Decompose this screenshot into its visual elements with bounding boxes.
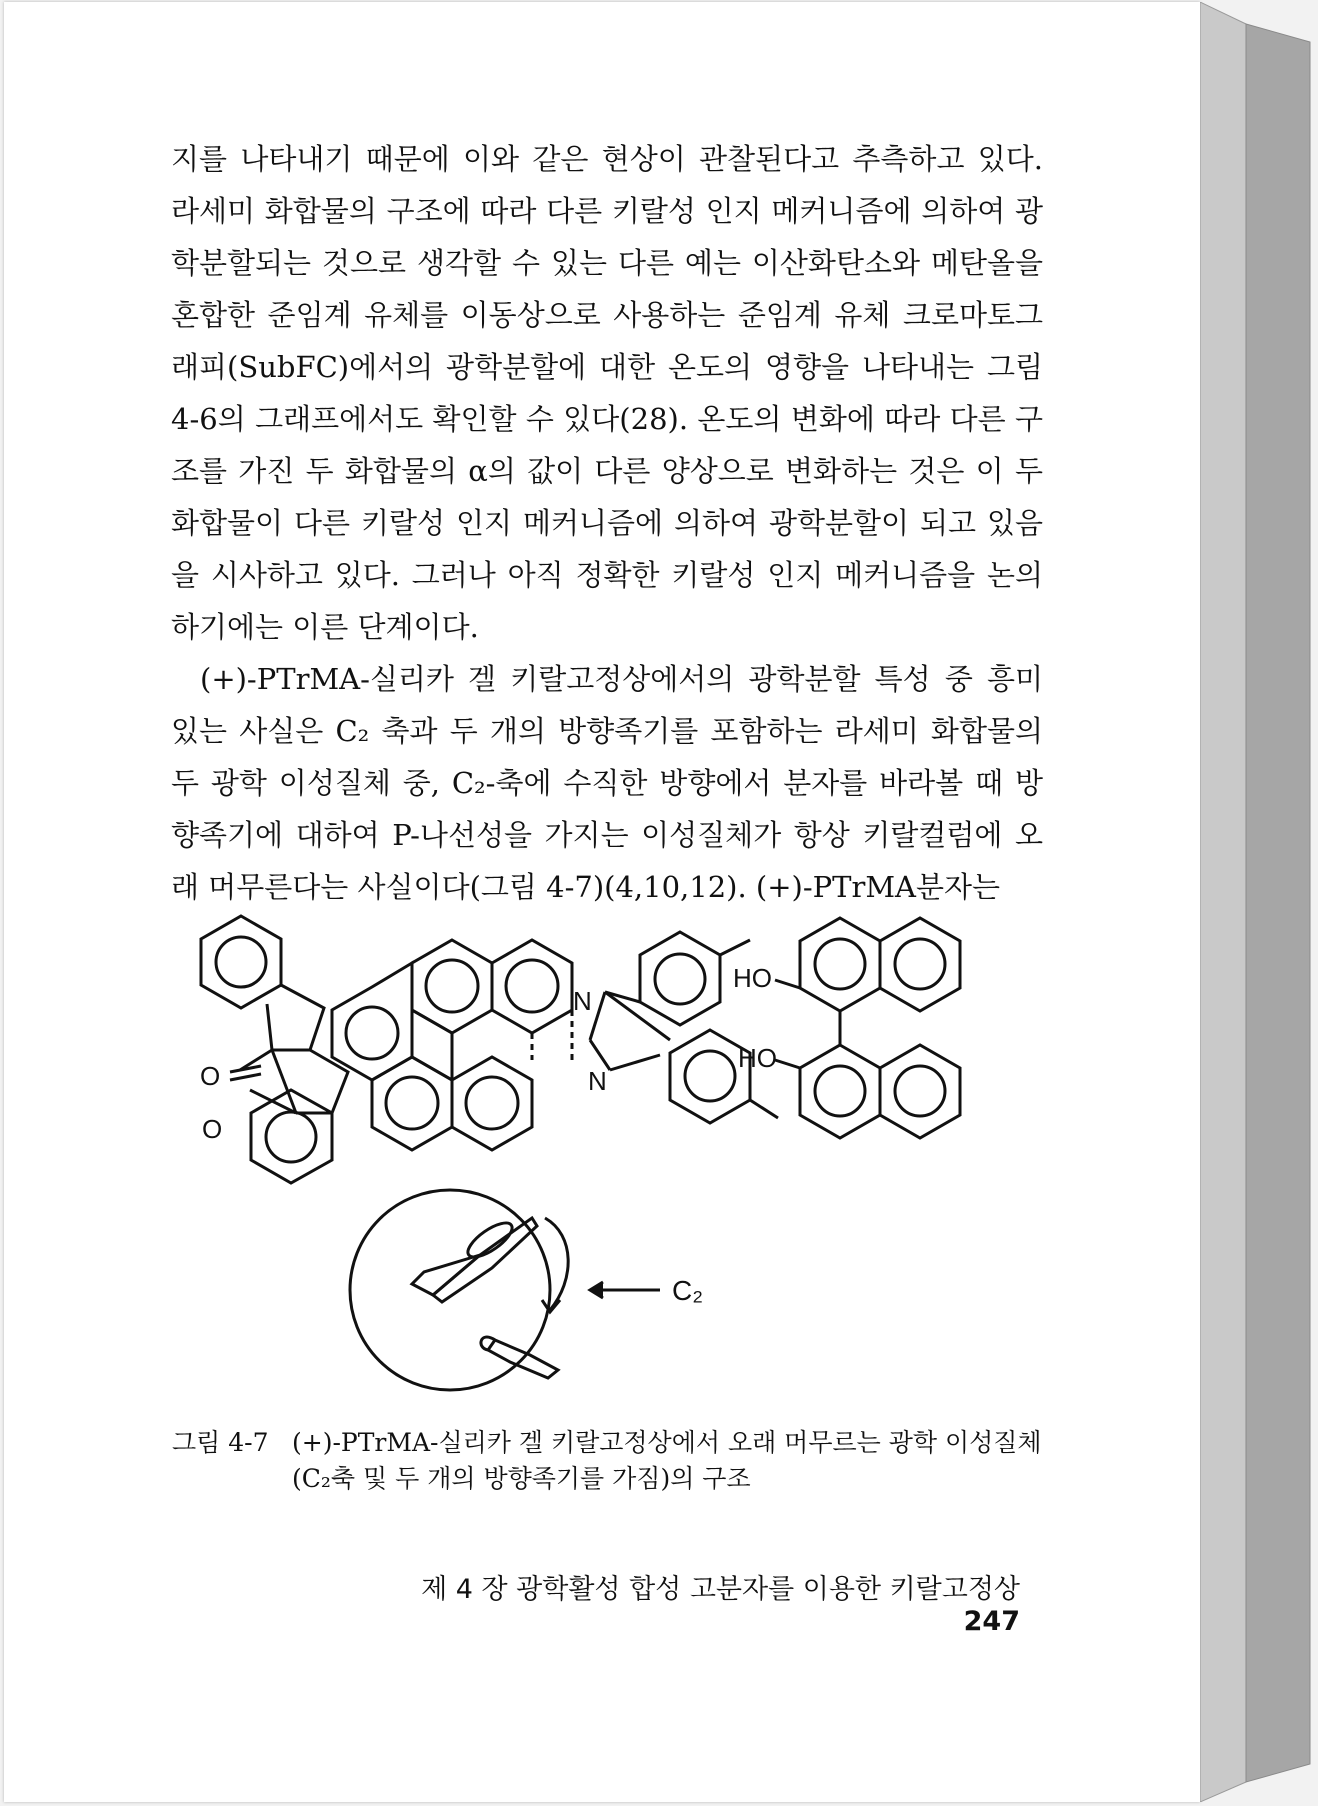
paragraph-2: (+)-PTrMA-실리카 겔 키랄고정상에서의 광학분할 특성 중 흥미 있는 사실은 C₂ 축과 두 개의 방향족기를 포함하는 라세미 화합물의 두 광학 이성질체 중, C₂-축에 수직한 방향에서 분자를 바라볼 때 방향족기에 대하여 P-나선성을 가지는 이성질체가 항상 키랄컬럼에 오래 머무른다는 사실이다(그림 4-7)(4,10,12). (+)-PTrMA분자는 [171, 662, 1043, 904]
trogers-base-structure [590, 932, 778, 1123]
page-number: 247 [963, 1606, 1020, 1637]
spiro-diketone-structure [201, 916, 348, 1183]
caption-label: 그림 4-7 [172, 1428, 269, 1457]
molecular-structures-diagram [150, 900, 1070, 1430]
nitrogen-label-2: N [588, 1066, 607, 1096]
hydroxyl-label-2: HO [738, 1043, 777, 1073]
running-footer [380, 1567, 1020, 1637]
c2-axis-label: C₂ [672, 1275, 704, 1306]
nitrogen-label-1: N [573, 986, 592, 1016]
paragraph-1: 지를 나타내기 때문에 이와 같은 현상이 관찰된다고 추측하고 있다. 라세미 화합물의 구조에 따라 다른 키랄성 인지 메커니즘에 의하여 광학분할되는 것으로 생각할 수 있는 다른 예는 이산화탄소와 메탄올을 혼합한 준임계 유체를 이동상으로 사용하는 준임계 유체 크로마토그래피(SubFC)에서의 광학분할에 대한 온도의 영향을 나타내는 그림 4-6의 그래프에서도 확인할 수 있다(28). 온도의 변화에 따라 다른 구조를 가진 두 화합물의 α의 값이 다른 양상으로 변화하는 것은 이 두 화합물이 다른 키랄성 인지 메커니즘에 의하여 광학분할이 되고 있음을 시사하고 있다. 그러나 아직 정확한 키랄성 인지 메커니즘을 논의하기에는 이른 단계이다. [171, 142, 1043, 644]
figure-4-7 [150, 900, 1070, 1430]
running-title: 제 4 장 광학활성 합성 고분자를 이용한 키랄고정상 [421, 1574, 1020, 1605]
oxygen-label-2: O [202, 1114, 223, 1144]
binol-structure [775, 918, 960, 1138]
helicene-structure [332, 940, 572, 1150]
caption-text: (+)-PTrMA-실리카 겔 키랄고정상에서 오래 머무르는 광학 이성질체 (C₂축 및 두 개의 방향족기를 가짐)의 구조 [292, 1428, 1042, 1493]
hydroxyl-label-1: HO [733, 963, 772, 993]
body-text [171, 133, 1043, 913]
page-edge-decoration [1200, 2, 1314, 1802]
sphere-model [350, 1190, 660, 1390]
oxygen-label-1: O [200, 1061, 221, 1091]
